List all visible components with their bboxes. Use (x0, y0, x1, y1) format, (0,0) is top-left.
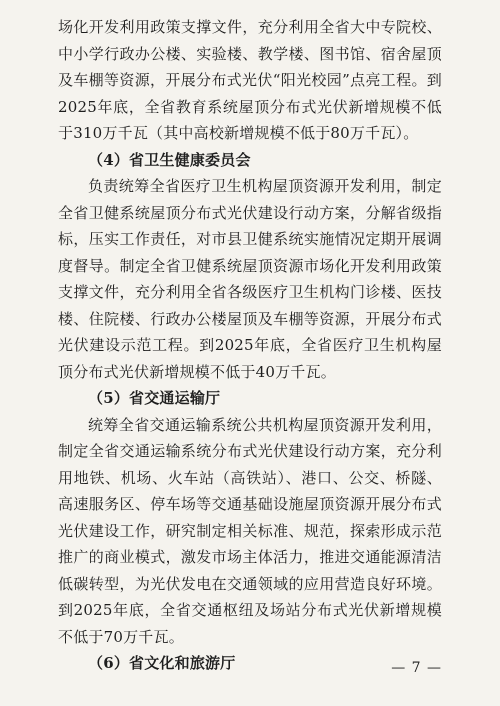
paragraph-health-commission: 负责统筹全省医疗卫生机构屋顶资源开发利用，制定全省卫健系统屋顶分布式光伏建设行动方案，分解省级指标，压实工作责任，对市县卫健系统实施情况定期开展调度督导。制定全省卫健系统屋顶资源市场化开发利用政策支撑文件，充分利用全省各级医疗卫生机构门诊楼、医技楼、住院楼、行政办公楼屋顶及车棚等资源，开展分布式光伏建设示范工程。到2025年底，全省医疗卫生机构屋顶分布式光伏新增规模不低于40万千瓦。 (58, 177, 442, 381)
heading-health-commission: （4）省卫生健康委员会 (88, 150, 251, 169)
heading-transport-department: （5）省交通运输厅 (88, 389, 221, 407)
paragraph-transport-department: 统筹全省交通运输系统公共机构屋顶资源开发利用，制定全省交通运输系统分布式光伏建设行动方案，充分利用地铁、机场、火车站（高铁站）、港口、公交、桥隧、高速服务区、停车场等交通基础设施屋顶资源开展分布式光伏建设工作，研究制定相关标准、规范，探索形成示范推广的商业模式，激发市场主体活力，推进交通能源清洁低碳转型，为光伏发电在交通领域的应用营造良好环境。到2025年底，全省交通枢纽及场站分布式光伏新增规模不低于70万千瓦。 (58, 415, 442, 646)
heading-culture-tourism-department: （6）省文化和旅游厅 (88, 654, 236, 672)
paragraph-education-continued: 场化开发利用政策支撑文件，充分利用全省大中专院校、中小学行政办公楼、实验楼、教学楼、图书馆、宿舍屋顶及车棚等资源，开展分布式光伏“阳光校园”点亮工程。到2025年底，全省教育系统屋顶分布式光伏新增规模不低于310万千瓦（其中高校新增规模不低于80万千瓦）。 (58, 18, 442, 142)
page-number: — 7 — (391, 660, 442, 676)
